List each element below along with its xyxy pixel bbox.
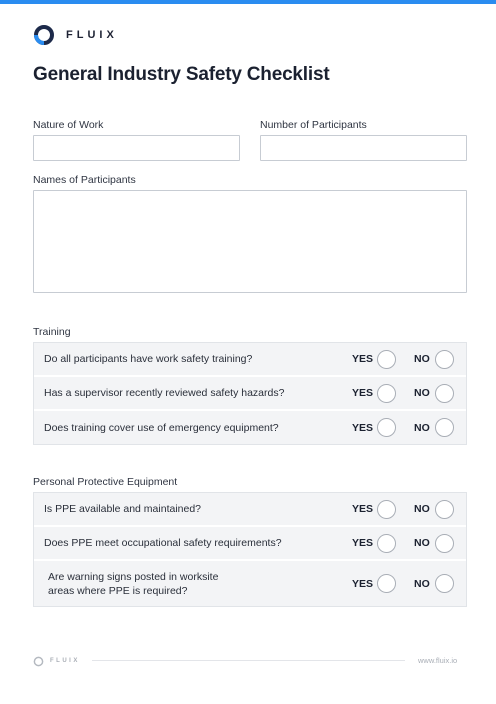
no-label: NO <box>414 387 430 399</box>
no-radio[interactable] <box>435 574 454 593</box>
nature-of-work-label: Nature of Work <box>33 119 104 131</box>
names-of-participants-label: Names of Participants <box>33 174 136 186</box>
yes-label: YES <box>352 537 374 549</box>
no-radio[interactable] <box>435 500 454 519</box>
yes-radio[interactable] <box>377 574 396 593</box>
names-of-participants-field[interactable] <box>33 190 467 293</box>
no-label: NO <box>414 421 430 434</box>
top-accent-bar <box>0 0 496 4</box>
no-label: NO <box>414 577 430 590</box>
question-text: Has a supervisor recently reviewed safety hazards? <box>44 387 285 399</box>
footer-brand-name: FLUIX <box>50 658 80 664</box>
yes-label: YES <box>352 577 374 590</box>
no-radio[interactable] <box>435 418 454 437</box>
no-radio[interactable] <box>435 534 454 553</box>
ppe-checklist <box>33 492 467 607</box>
checklist-row <box>34 493 466 527</box>
no-label: NO <box>414 353 430 365</box>
footer-brand <box>33 655 80 667</box>
question-text <box>48 570 218 598</box>
checklist-row <box>34 377 466 411</box>
no-label: NO <box>414 537 430 549</box>
question-text: Do all participants have work safety training? <box>44 353 253 365</box>
section-label-ppe: Personal Protective Equipment <box>33 476 178 488</box>
brand-name: FLUIX <box>66 29 118 41</box>
training-checklist <box>33 342 467 445</box>
yes-radio[interactable] <box>377 500 396 519</box>
checklist-row <box>34 527 466 561</box>
yes-radio[interactable] <box>377 534 396 553</box>
checklist-row <box>34 561 466 606</box>
yes-label: YES <box>352 387 374 399</box>
yes-radio[interactable] <box>377 418 396 437</box>
number-of-participants-label: Number of Participants <box>260 119 367 131</box>
question-text: Is PPE available and maintained? <box>44 503 202 515</box>
yes-label: YES <box>352 503 374 515</box>
no-label: NO <box>414 503 430 515</box>
question-text: Does PPE meet occupational safety requirements? <box>44 537 282 549</box>
brand-header <box>33 24 118 46</box>
question-text-line-2: areas where PPE is required? <box>48 584 188 597</box>
question-text-line-1: Are warning signs posted in worksite <box>48 570 219 583</box>
checklist-row <box>34 343 466 377</box>
checklist-row <box>34 411 466 444</box>
nature-of-work-field[interactable] <box>33 135 240 161</box>
no-radio[interactable] <box>435 384 454 403</box>
yes-radio[interactable] <box>377 384 396 403</box>
yes-label: YES <box>352 421 374 434</box>
footer-divider <box>92 660 405 661</box>
section-label-training: Training <box>33 326 71 338</box>
page-title: General Industry Safety Checklist <box>33 64 330 85</box>
no-radio[interactable] <box>435 350 454 369</box>
footer-ring-logo-icon <box>33 656 44 667</box>
yes-radio[interactable] <box>377 350 396 369</box>
footer-url: www.fluix.io <box>418 656 458 665</box>
ring-logo-icon <box>33 24 55 46</box>
question-text: Does training cover use of emergency equipment? <box>44 421 279 434</box>
number-of-participants-field[interactable] <box>260 135 467 161</box>
yes-label: YES <box>352 353 374 365</box>
